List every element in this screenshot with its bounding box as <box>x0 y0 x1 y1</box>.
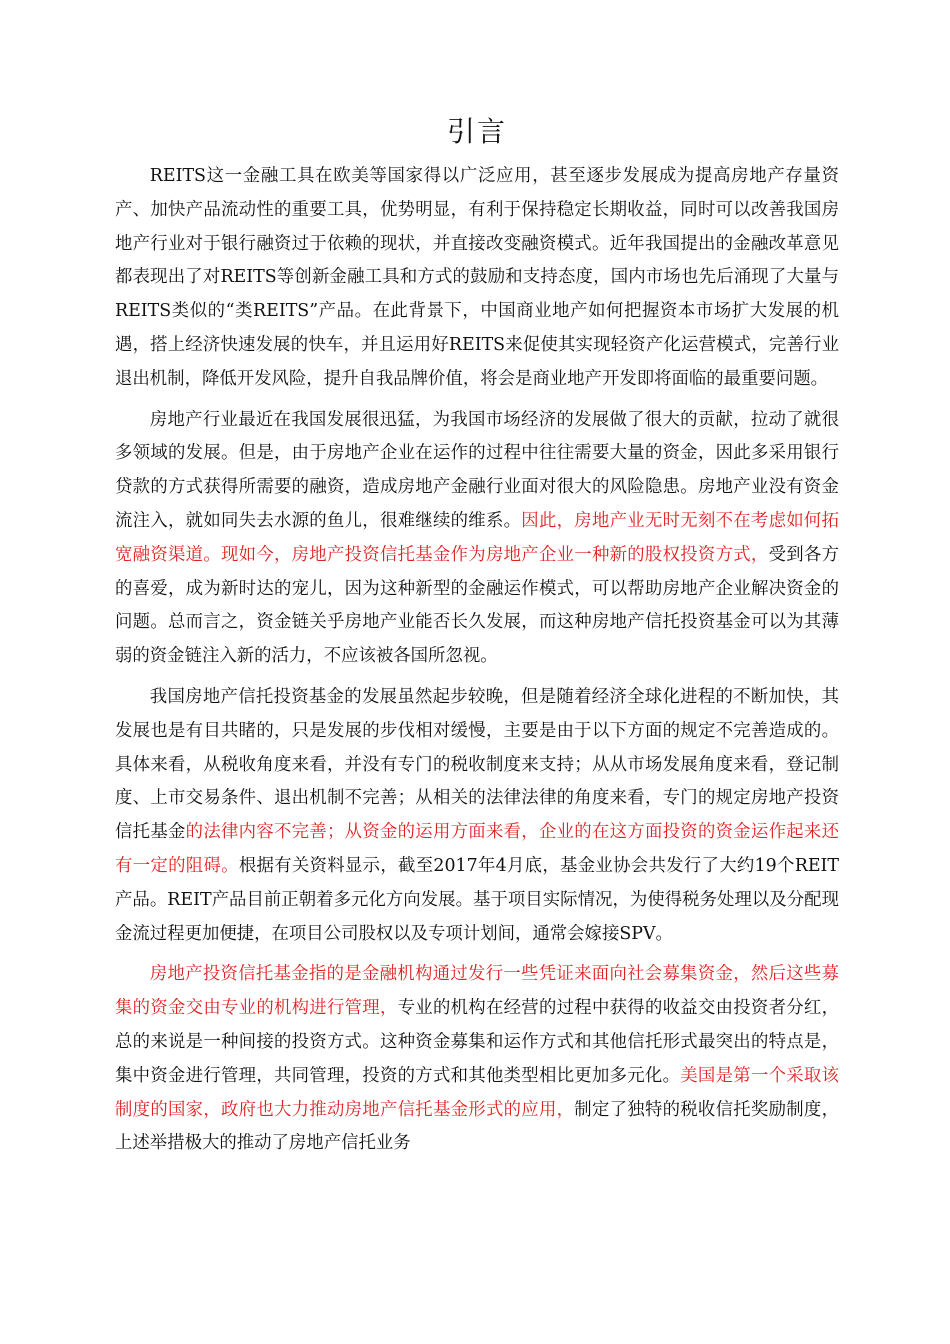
paragraph-4 <box>115 958 839 1161</box>
paragraph-2-text: 房地产行业最近在我国发展很迅猛，为我国市场经济的发展做了很大的贡献，拉动了就很多领域的发展。但是，由于房地产企业在运作的过程中往往需要大量的资金，因此多采用银行贷款的方式获得所需要的融资，造成房地产金融行业面对很大的风险隐患。房地产业没有资金流注入，就如同失去水源的鱼儿，很难继续的维系。 <box>115 409 839 531</box>
paragraph-3-text: 我国房地产信托投资基金的发展虽然起步较晚，但是随着经济全球化进程的不断加快，其发展也是有目共睹的，只是发展的步伐相对缓慢，主要是由于以下方面的规定不完善造成的。具体来看，从税收角度来看，并没有专门的税收制度来支持；从从市场发展角度来看，登记制度、上市交易条件、退出机制不完善；从相关的法律法律的角度来看，专门的规定房地产投资信托基金 <box>115 686 839 843</box>
paragraph-4-highlight: 美国是第一个采取该制度的国家，政府也大力推动房地产信托基金形式的应用， <box>115 1065 839 1120</box>
paragraph-2 <box>115 404 839 674</box>
paragraph-3-text: 根据有关资料显示，截至2017年4月底，基金业协会共发行了大约19个REIT产品。REIT产品目前正朝着多元化方向发展。基于项目实际情况，为使得税务处理以及分配现金流过程更加便捷，在项目公司股权以及专项计划间，通常会嫁接SPV。 <box>115 855 839 944</box>
paragraph-3 <box>115 681 839 951</box>
paragraph-4-text: 制定了独特的税收信托奖励制度，上述举措极大的推动了房地产信托业务 <box>115 1099 839 1154</box>
paragraph-2-text: 受到各方的喜爱，成为新时达的宠儿，因为这种新型的金融运作模式，可以帮助房地产企业解决资金的问题。总而言之，资金链关乎房地产业能否长久发展，而这种房地产信托投资基金可以为其薄弱的资金链注入新的活力，不应该被各国所忽视。 <box>115 544 839 667</box>
paragraph-1-text: REITS这一金融工具在欧美等国家得以广泛应用，甚至逐步发展成为提高房地产存量资产、加快产品流动性的重要工具，优势明显，有利于保持稳定长期收益，同时可以改善我国房地产行业对于银行融资过于依赖的现状，并直接改变融资模式。近年我国提出的金融改革意见都表现出了对REITS等创新金融工具和方式的鼓励和支持态度，国内市场也先后涌现了大量与REITS类似的“类REITS”产品。在此背景下，中国商业地产如何把握资本市场扩大发展的机遇，搭上经济快速发展的快车，并且运用好REITS来促使其实现轻资产化运营模式，完善行业退出机制，降低开发风险，提升自我品牌价值，将会是商业地产开发即将面临的最重要问题。 <box>115 166 839 389</box>
paragraph-3-highlight: 的法律内容不完善；从资金的运用方面来看，企业的在这方面投资的资金运作起来还有一定的阻碍。 <box>115 822 839 876</box>
paragraph-4-highlight: 房地产投资信托基金指的是金融机构通过发行一些凭证来面向社会募集资金，然后这些募集的资金交由专业的机构进行管理， <box>115 964 839 1019</box>
paragraph-1 <box>115 160 839 397</box>
document-page <box>115 112 839 1168</box>
paragraph-4-text: 专业的机构在经营的过程中获得的收益交由投资者分红，总的来说是一种间接的投资方式。这种资金募集和运作方式和其他信托形式最突出的特点是，集中资金进行管理，共同管理，投资的方式和其他类型相比更加多元化。 <box>115 998 839 1086</box>
paragraph-2-highlight: 因此，房地产业无时无刻不在考虑如何拓宽融资渠道。现如今，房地产投资信托基金作为房地产企业一种新的股权投资方式， <box>115 510 839 565</box>
page-title: 引言 <box>446 115 507 148</box>
